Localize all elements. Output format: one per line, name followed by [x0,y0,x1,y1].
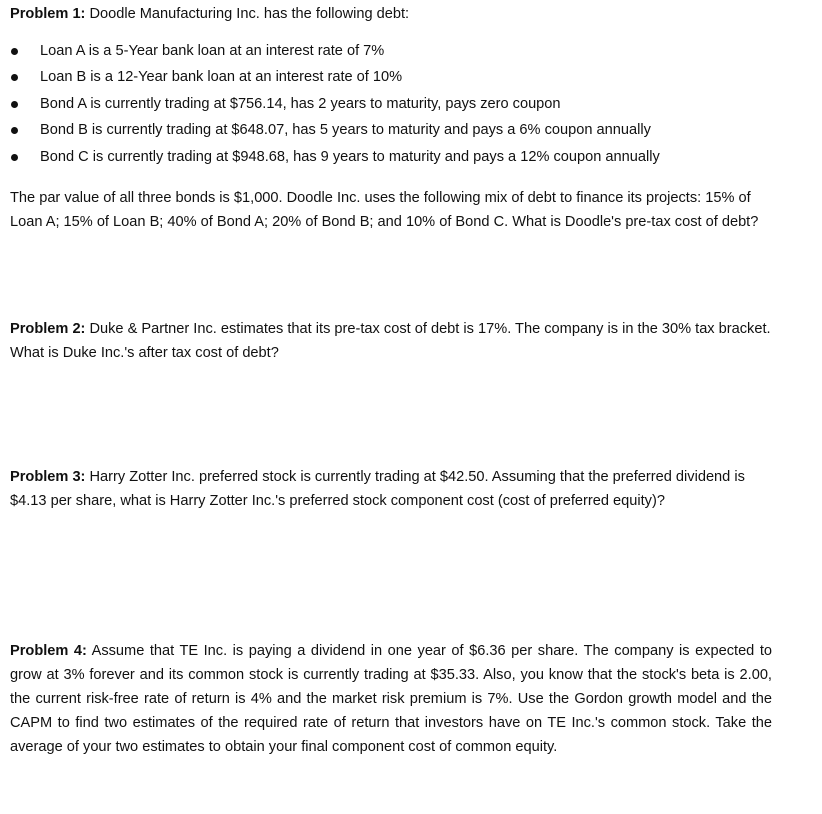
problem-2-label: Problem 2: [10,321,86,337]
list-item-text: Bond A is currently trading at $756.14, has 2 years to maturity, pays zero coupon [40,95,561,112]
list-item [10,117,660,143]
problem-4-body: Assume that TE Inc. is paying a dividend in one year of $6.36 per share. The company is expected to grow at 3% forever and its common stock is currently trading at $35.33. Also, you know that the stock's beta is 2.00, the current risk-free rate of return is 4% and the market risk premium is 7%. Use the Gordon growth model and the CAPM to find two estimates of the required rate of return that investors have on TE Inc.'s common stock. Take the average of your two estimates to obtain your final component cost of common equity. [10,643,772,755]
list-item-text: Bond C is currently trading at $948.68, has 9 years to maturity and pays a 12% coupon annually [40,148,660,165]
debt-list [10,38,660,170]
list-item [10,144,660,170]
problem-2-body: Duke & Partner Inc. estimates that its pre-tax cost of debt is 17%. The company is in the 30% tax bracket. What is Duke Inc.'s after tax cost of debt? [10,321,771,361]
list-item [10,64,660,90]
problem-4-label: Problem 4: [10,643,87,659]
list-item [10,91,660,117]
bullet-icon [11,154,18,161]
problem-1-heading [10,2,772,26]
list-item-text: Loan B is a 12-Year bank loan at an interest rate of 10% [40,69,403,86]
problem-3-body: Harry Zotter Inc. preferred stock is currently trading at $42.50. Assuming that the preferred dividend is $4.13 per share, what is Harry Zotter Inc.'s preferred stock component cost (cost of preferred equity)? [10,469,745,509]
problem-4 [10,639,772,759]
problem-1-body: The par value of all three bonds is $1,000. Doodle Inc. uses the following mix of debt to finance its projects: 15% of Loan A; 15% of Loan B; 40% of Bond A; 20% of Bond B; and 10% of Bond C. What is Doodle's pre-tax cost of debt? [10,190,759,230]
bullet-icon [11,74,18,81]
problem-3-label: Problem 3: [10,469,86,485]
list-item-text: Bond B is currently trading at $648.07, has 5 years to maturity and pays a 6% coupon annually [40,122,651,139]
list-item-text: Loan A is a 5-Year bank loan at an interest rate of 7% [40,43,385,59]
problem-2 [10,317,772,365]
list-item [10,38,660,64]
bullet-icon [11,101,18,108]
bullet-icon [11,127,18,134]
bullet-icon [11,48,18,55]
problem-1-intro: Doodle Manufacturing Inc. has the following debt: [85,6,410,22]
problem-1-label: Problem 1: [10,6,86,22]
problem-3 [10,465,772,513]
